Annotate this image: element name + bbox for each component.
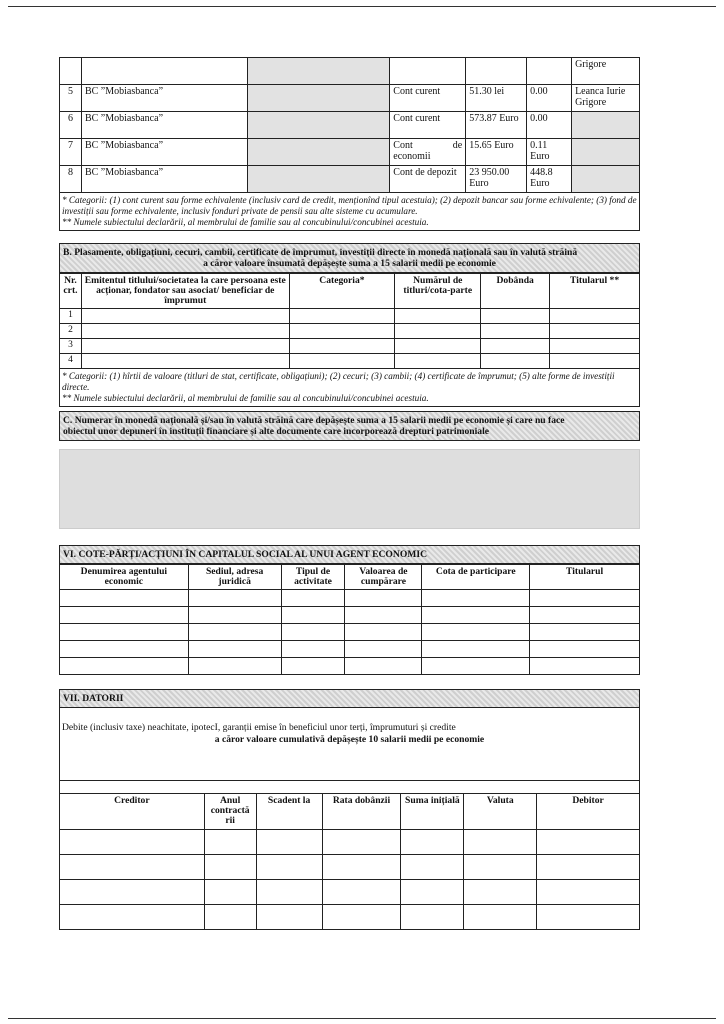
deposit-sum [466, 58, 527, 85]
empty-cell [188, 607, 281, 624]
table-row [60, 658, 640, 675]
section-b-title-line1: B. Plasamente, obligațiuni, cecuri, cambii, certificate de împrumut, investiții directe în monedă națională sau în valută străină [63, 247, 578, 258]
section-c-title-line1: C. Numerar în monedă națională și/sau în valută străină care depășește suma a 15 salarii medii pe economie și care nu face [63, 415, 565, 426]
empty-cell [289, 309, 395, 324]
table-row [60, 339, 640, 354]
empty-cell [281, 658, 345, 675]
column-header: Titularul ** [550, 274, 640, 309]
empty-cell [204, 830, 256, 855]
deposit-type: Cont curent [390, 112, 466, 139]
investments-note-holder: ** Numele subiectului declarării, al membrului de familie sau al concubinului/concubinei acestuia. [62, 393, 429, 403]
empty-cell [401, 855, 464, 880]
empty-cell [81, 339, 289, 354]
column-header: Numărul de titluri/cota-parte [395, 274, 481, 309]
row-number: 2 [60, 324, 82, 339]
empty-cell [422, 624, 530, 641]
investments-note-categories: * Categorii: (1) hîrtii de valoare (titluri de stat, certificate, obligațiuni); (2) cecuri; (3) cambii; (4) certificate de împrumut; (5) alte forme de investiții directe. [62, 371, 615, 392]
empty-cell [481, 339, 550, 354]
empty-cell [481, 324, 550, 339]
column-header: Emitentul titlului/societatea la care persoana este acționar, fondator sau asociat/ beneficiar de împrumut [81, 274, 289, 309]
empty-cell [395, 309, 481, 324]
debts-table [59, 793, 640, 930]
empty-cell [60, 624, 189, 641]
column-header: Creditor [60, 794, 205, 830]
empty-cell [256, 830, 322, 855]
table-row [60, 590, 640, 607]
deposit-nr: 8 [60, 166, 82, 193]
empty-cell [60, 607, 189, 624]
empty-cell [289, 324, 395, 339]
empty-cell [422, 607, 530, 624]
column-header: Categoria* [289, 274, 395, 309]
deposit-nr: 7 [60, 139, 82, 166]
deposits-notes [59, 193, 640, 231]
deposit-row [60, 139, 640, 166]
section-vi-title: VI. COTE-PĂRȚI/ACȚIUNI ÎN CAPITALUL SOCIAL AL UNUI AGENT ECONOMIC [59, 545, 640, 564]
debts-intro [59, 708, 640, 781]
empty-cell [60, 905, 205, 930]
empty-cell [81, 354, 289, 369]
table-row [60, 354, 640, 369]
empty-cell [550, 339, 640, 354]
column-header: Titularul [530, 565, 640, 590]
empty-cell [550, 324, 640, 339]
empty-cell [322, 830, 401, 855]
table-row [60, 309, 640, 324]
empty-cell [60, 880, 205, 905]
empty-cell [481, 354, 550, 369]
row-number: 3 [60, 339, 82, 354]
deposit-interest [527, 58, 572, 85]
investments-table [59, 273, 640, 369]
column-header: Valoarea de cumpărare [345, 565, 422, 590]
empty-cell [345, 641, 422, 658]
empty-cell [281, 590, 345, 607]
table-row [60, 830, 640, 855]
deposit-redacted [247, 58, 390, 85]
empty-cell [204, 905, 256, 930]
column-header: Valuta [464, 794, 537, 830]
deposit-redacted [247, 112, 390, 139]
empty-cell [550, 354, 640, 369]
debts-intro-line2: a căror valoare cumulativă depășește 10 salarii medii pe economie [214, 734, 485, 745]
empty-cell [188, 590, 281, 607]
deposit-row [60, 166, 640, 193]
table-row [60, 905, 640, 930]
top-rule [8, 6, 716, 7]
deposit-nr [60, 58, 82, 85]
empty-cell [322, 880, 401, 905]
section-b-title [59, 243, 640, 273]
empty-cell [60, 658, 189, 675]
deposit-bank: BC ”Mobiasbanca” [81, 112, 247, 139]
column-header: Anul contractă rii [204, 794, 256, 830]
deposit-holder [572, 112, 640, 139]
column-header: Denumirea agentului economic [60, 565, 189, 590]
empty-cell [289, 339, 395, 354]
empty-cell [537, 905, 640, 930]
column-header: Suma inițială [401, 794, 464, 830]
empty-cell [530, 590, 640, 607]
empty-cell [60, 855, 205, 880]
column-header: Nr. crt. [60, 274, 82, 309]
empty-cell [60, 830, 205, 855]
empty-cell [81, 324, 289, 339]
deposit-redacted [247, 139, 390, 166]
empty-cell [464, 830, 537, 855]
section-c-title [59, 411, 640, 441]
row-number: 4 [60, 354, 82, 369]
empty-cell [395, 324, 481, 339]
empty-cell [550, 309, 640, 324]
deposit-bank [81, 58, 247, 85]
deposit-bank: BC ”Mobiasbanca” [81, 166, 247, 193]
empty-cell [345, 590, 422, 607]
empty-cell [464, 855, 537, 880]
empty-cell [204, 880, 256, 905]
empty-cell [530, 607, 640, 624]
shares-table [59, 564, 640, 675]
empty-cell [60, 641, 189, 658]
empty-cell [530, 624, 640, 641]
empty-cell [530, 641, 640, 658]
deposit-type: Cont de economii [390, 139, 466, 166]
deposit-redacted [247, 85, 390, 112]
table-row [60, 324, 640, 339]
row-number: 1 [60, 309, 82, 324]
deposit-row [60, 112, 640, 139]
empty-cell [422, 641, 530, 658]
column-header: Tipul de activitate [281, 565, 345, 590]
empty-cell [401, 880, 464, 905]
deposit-type: Cont de depozit [390, 166, 466, 193]
deposit-type: Cont curent [390, 85, 466, 112]
deposit-interest: 0.00 [527, 85, 572, 112]
empty-cell [401, 830, 464, 855]
deposit-holder: Grigore [572, 58, 640, 85]
deposit-redacted [247, 166, 390, 193]
deposit-holder [572, 139, 640, 166]
empty-cell [537, 880, 640, 905]
deposit-nr: 5 [60, 85, 82, 112]
empty-cell [530, 658, 640, 675]
empty-cell [204, 855, 256, 880]
empty-cell [60, 590, 189, 607]
deposits-note-categories: * Categorii: (1) cont curent sau forme echivalente (inclusiv card de credit, menționînd tipul acestuia); (2) depozit bancar sau forme echivalente; (3) fond de investiții sau forme echivalente, inclusiv fonduri private de pensii sau alte sisteme cu acumulare. [62, 195, 637, 216]
empty-cell [322, 855, 401, 880]
deposit-sum: 573.87 Euro [466, 112, 527, 139]
column-header: Rata dobânzii [322, 794, 401, 830]
empty-cell [422, 658, 530, 675]
column-header: Sediul, adresa juridică [188, 565, 281, 590]
debts-intro-line1: Debite (inclusiv taxe) neachitate, ipotecI, garanții emise în beneficiul unor terți, împrumuturi și credite [62, 722, 456, 733]
deposit-bank: BC ”Mobiasbanca” [81, 139, 247, 166]
deposit-holder [572, 166, 640, 193]
column-header: Cota de participare [422, 565, 530, 590]
empty-cell [281, 624, 345, 641]
table-row [60, 880, 640, 905]
empty-cell [537, 830, 640, 855]
deposit-interest: 0.11 Euro [527, 139, 572, 166]
empty-cell [256, 880, 322, 905]
deposit-sum: 23 950.00 Euro [466, 166, 527, 193]
section-c-title-line2: obiectul unor depuneri în instituții financiare și alte documente care incorporează drepturi patrimoniale [63, 426, 490, 437]
empty-cell [401, 905, 464, 930]
empty-cell [345, 607, 422, 624]
deposit-type [390, 58, 466, 85]
section-c-redacted-area [59, 449, 640, 529]
deposit-nr: 6 [60, 112, 82, 139]
deposit-holder: Leanca Iurie Grigore [572, 85, 640, 112]
empty-cell [345, 624, 422, 641]
deposit-sum: 51.30 lei [466, 85, 527, 112]
section-vii-title: VII. DATORII [59, 689, 640, 708]
table-row [60, 607, 640, 624]
deposit-interest: 0.00 [527, 112, 572, 139]
empty-cell [345, 658, 422, 675]
empty-cell [537, 855, 640, 880]
empty-cell [256, 855, 322, 880]
investments-notes [59, 369, 640, 407]
table-row [60, 624, 640, 641]
bottom-rule [8, 1018, 716, 1019]
empty-cell [188, 641, 281, 658]
deposit-interest: 448.8 Euro [527, 166, 572, 193]
empty-cell [188, 658, 281, 675]
deposit-bank: BC ”Mobiasbanca” [81, 85, 247, 112]
empty-cell [464, 880, 537, 905]
empty-cell [81, 309, 289, 324]
deposit-row [60, 85, 640, 112]
declaration-page [59, 57, 640, 930]
table-row [60, 855, 640, 880]
column-header: Debitor [537, 794, 640, 830]
empty-cell [281, 641, 345, 658]
column-header: Scadent la [256, 794, 322, 830]
section-b-title-line2: a căror valoare însumată depășește suma a 15 salarii medii pe economie [203, 258, 496, 269]
empty-cell [322, 905, 401, 930]
empty-cell [188, 624, 281, 641]
empty-cell [289, 354, 395, 369]
deposit-sum: 15.65 Euro [466, 139, 527, 166]
column-header: Dobânda [481, 274, 550, 309]
empty-cell [481, 309, 550, 324]
deposits-note-holder: ** Numele subiectului declarării, al membrului de familie sau al concubinului/concubinei acestuia. [62, 217, 429, 227]
empty-cell [422, 590, 530, 607]
deposit-row [60, 58, 640, 85]
empty-cell [464, 905, 537, 930]
empty-cell [256, 905, 322, 930]
empty-cell [395, 354, 481, 369]
deposits-table [59, 57, 640, 193]
empty-cell [395, 339, 481, 354]
empty-cell [281, 607, 345, 624]
table-row [60, 641, 640, 658]
